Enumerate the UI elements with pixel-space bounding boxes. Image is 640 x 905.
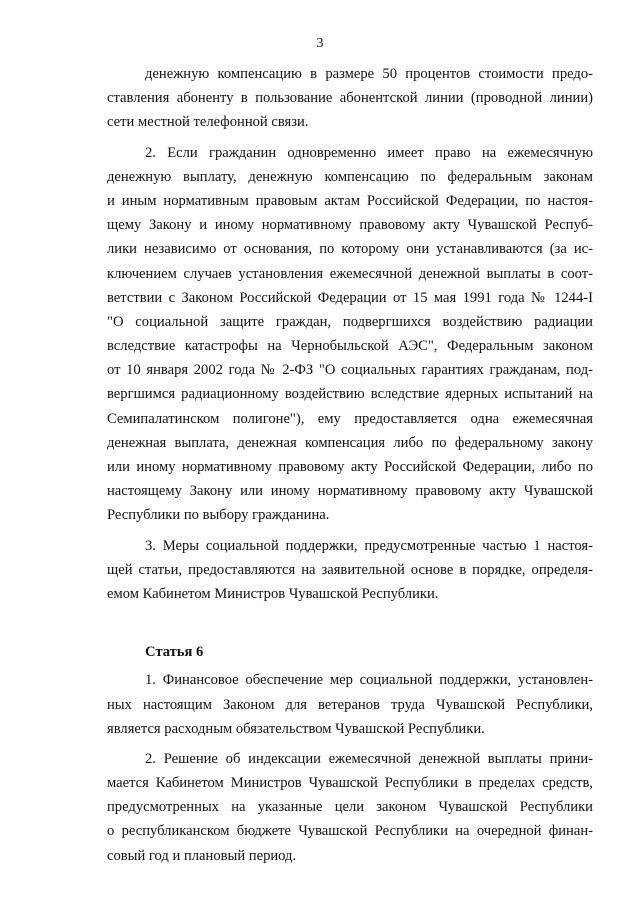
article-5-paragraph [107,534,593,607]
article-heading: Статья 6 [145,644,204,661]
page-number: 3 [316,36,324,51]
text-line: вследствие катастрофы на Чернобыльской АЭС", Федеральным законом [107,338,593,355]
text-line: ных настоящим Законом для ветеранов труда Чувашской Республики, [107,696,593,713]
article-6-body [107,668,593,868]
text-line: Республики по выбору гражданина. [107,507,330,524]
text-line: Семипалатинском полигоне"), ему предоставляется одна ежемесячная [107,410,593,427]
text-line: о республиканском бюджете Чувашской Республики на очередной финан- [107,823,593,840]
text-line: или иному нормативному правовому акту Российской Федерации, либо по [107,459,593,475]
document-body [107,62,593,874]
text-line: 3. Меры социальной поддержки, предусмотренные частью 1 настоя- [145,537,593,554]
text-line: ключением случаев установления ежемесячной денежной выплаты в соот- [107,265,593,282]
text-line: "О социальной защите граждан, подвергшихся воздействию радиации [107,313,593,330]
article-6-paragraph [107,668,593,741]
text-line: ставления абоненту в пользование абонентской линии (проводной линии) [107,90,593,107]
text-line: денежную выплату, денежную компенсацию по федеральным законам [107,168,593,185]
text-line: денежная выплата, денежная компенсация либо по федеральному закону [107,434,593,451]
text-line: настоящему Закону или иному нормативному правовому акту Чувашской [107,483,593,500]
text-line: и иным нормативным правовым актам Российской Федерации, по настоя- [107,192,593,209]
text-line: 2. Решение об индексации ежемесячной денежной выплаты прини- [145,750,593,767]
text-line: сети местной телефонной связи. [107,114,309,131]
article-5-continuation [107,62,593,606]
text-line: 1. Финансовое обеспечение мер социальной поддержки, установлен- [145,672,593,689]
article-6-paragraph [107,747,593,868]
text-line: вергшимся радиационному воздействию вследствие ядерных испытаний на [107,386,593,403]
text-line: от 10 января 2002 года № 2-ФЗ "О социальных гарантиях гражданам, под- [107,362,593,379]
article-5-paragraph [107,62,593,135]
text-line: ветствии с Законом Российской Федерации от 15 мая 1991 года № 1244-I [107,289,593,306]
text-line: 2. Если гражданин одновременно имеет право на ежемесячную [145,144,593,161]
text-line: предусмотренных на указанные цели законом Чувашской Республики [107,799,593,816]
text-line: емом Кабинетом Министров Чувашской Республики. [107,585,439,602]
text-line: мается Кабинетом Министров Чувашской Республики в пределах средств, [107,775,593,792]
text-line: денежную компенсацию в размере 50 процентов стоимости предо- [145,66,593,82]
text-line: совый год и плановый период. [107,847,297,864]
text-line: щей статьи, предоставляются на заявительной основе в порядке, определя- [107,561,593,578]
text-line: щему Закону и иному нормативному правовому акту Чувашской Респуб- [107,217,593,234]
text-line: лики независимо от основания, по которому они устанавливаются (за ис- [107,241,593,258]
text-line: является расходным обязательством Чувашской Республики. [107,720,485,737]
article-5-paragraph [107,141,593,528]
